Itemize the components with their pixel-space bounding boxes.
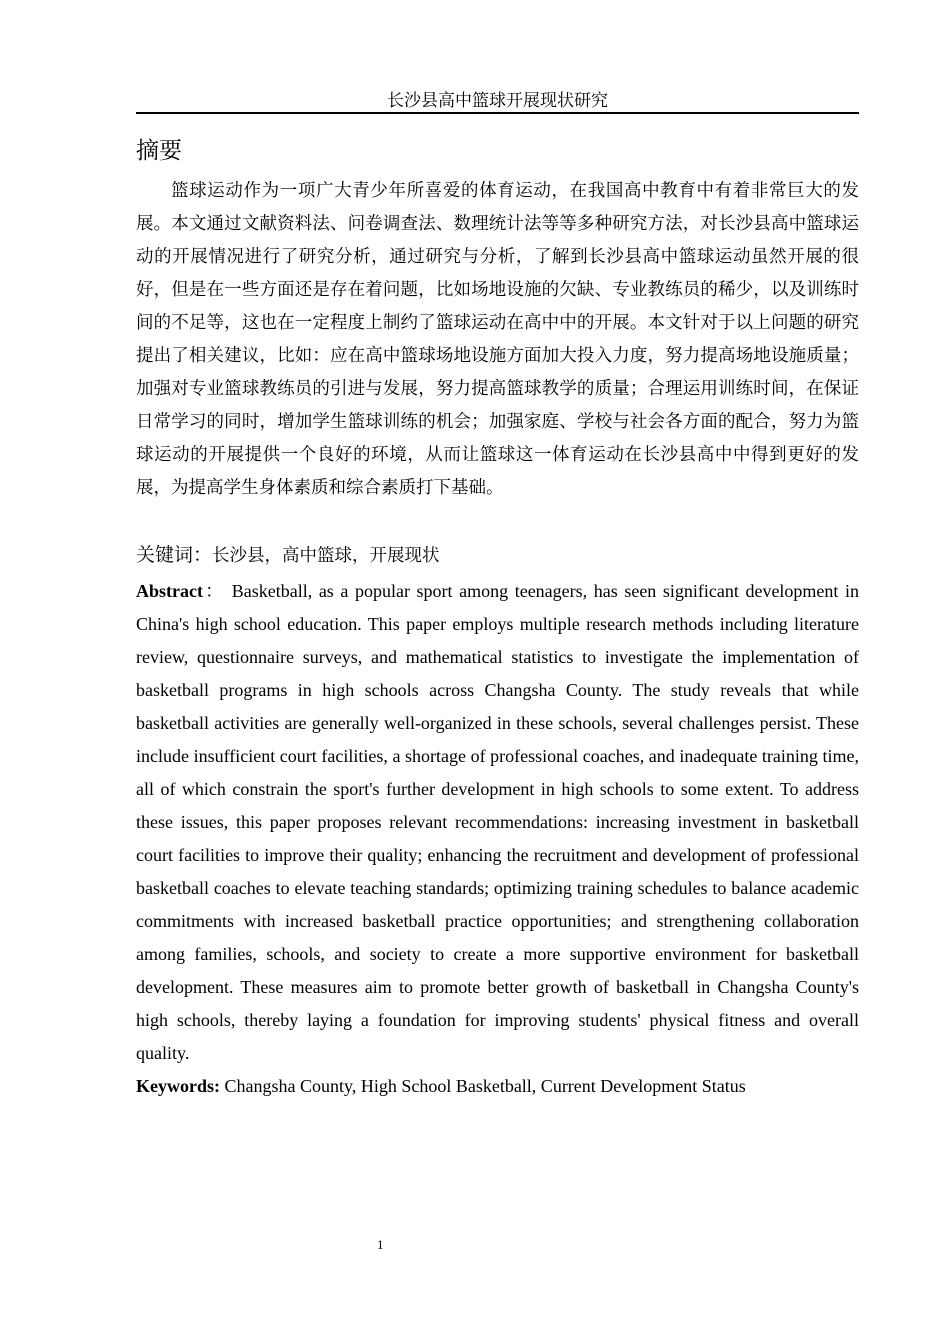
keywords-cn — [136, 540, 859, 571]
abstract-en-body: Basketball, as a popular sport among teenagers, has seen significant development in China's high school education. This paper employs multiple research methods including literature review, questionnaire surveys, and mathematical statistics to investigate the implementation of basketball programs in high schools across Changsha County. The study reveals that while basketball activities are generally well-organized in these schools, several challenges persist. These include insufficient court facilities, a shortage of professional coaches, and inadequate training time, all of which constrain the sport's further development in high schools to some extent. To address these issues, this paper proposes relevant recommendations: increasing investment in basketball court facilities to improve their quality; enhancing the recruitment and development of professional basketball coaches to elevate teaching standards; optimizing training schedules to balance academic commitments with increased basketball practice opportunities; and strengthening collaboration among families, schools, and society to create a more supportive environment for basketball development. These measures aim to promote better growth of basketball in Changsha County's high schools, thereby laying a foundation for improving students' physical fitness and overall quality. — [136, 581, 860, 1063]
keywords-en-text: Changsha County, High School Basketball, Current Development Status — [224, 1076, 746, 1096]
header-rule — [136, 112, 859, 114]
abstract-en — [136, 575, 859, 1070]
abstract-cn-title: 摘要 — [136, 138, 182, 164]
running-header-title: 长沙县高中篮球开展现状研究 — [387, 91, 608, 111]
abstract-en-label: Abstract — [136, 581, 203, 601]
keywords-en-label: Keywords: — [136, 1076, 220, 1096]
keywords-cn-label: 关键词： — [136, 544, 213, 566]
page-number: 1 — [377, 1237, 384, 1252]
keywords-en — [136, 1071, 859, 1101]
keywords-cn-text: 长沙县，高中篮球，开展现状 — [212, 546, 440, 566]
abstract-en-separator: ： — [202, 581, 226, 601]
abstract-cn-body: 篮球运动作为一项广大青少年所喜爱的体育运动，在我国高中教育中有着非常巨大的发展。本文通过文献资料法、问卷调查法、数理统计法等等多种研究方法，对长沙县高中篮球运动的开展情况进行了研究分析，通过研究与分析，了解到长沙县高中篮球运动虽然开展的很好，但是在一些方面还是存在着问题，比如场地设施的欠缺、专业教练员的稀少，以及训练时间的不足等，这也在一定程度上制约了篮球运动在高中中的开展。本文针对于以上问题的研究提出了相关建议，比如：应在高中篮球场地设施方面加大投入力度，努力提高场地设施质量；加强对专业篮球教练员的引进与发展，努力提高篮球教学的质量；合理运用训练时间，在保证日常学习的同时，增加学生篮球训练的机会；加强家庭、学校与社会各方面的配合，努力为篮球运动的开展提供一个良好的环境，从而让篮球这一体育运动在长沙县高中中得到更好的发展，为提高学生身体素质和综合素质打下基础。 — [136, 181, 859, 498]
